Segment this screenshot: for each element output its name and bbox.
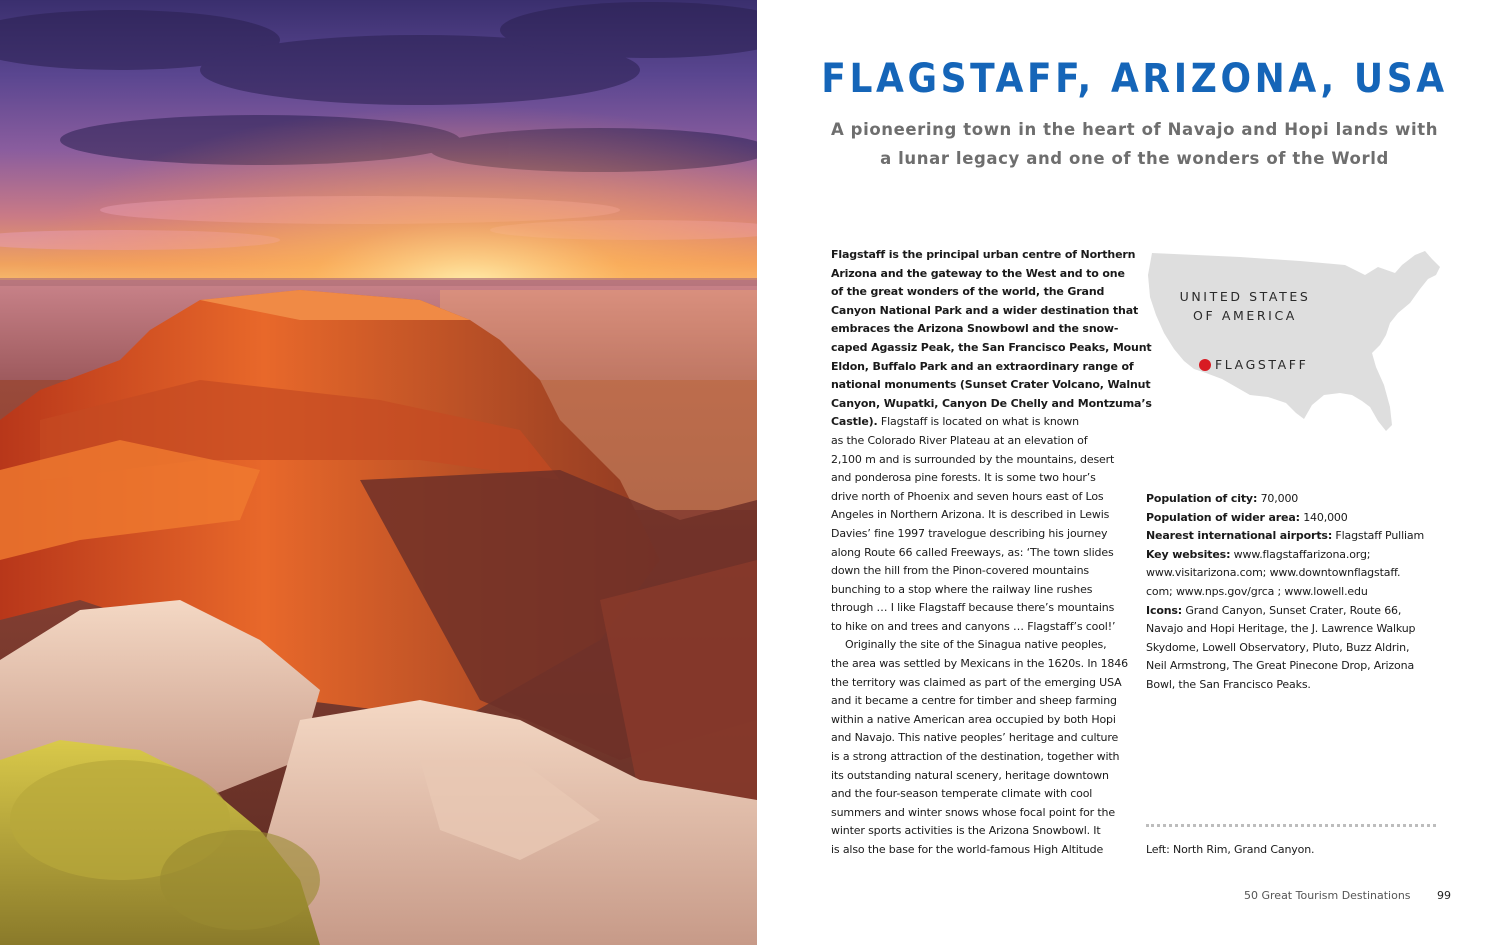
body-line: and Navajo. This native peoples’ heritage and culture: [831, 731, 1119, 745]
body-line: Canyon, Wupatki, Canyon De Chelly and Montzuma’s: [831, 396, 1152, 410]
body-line: summers and winter snows whose focal point for the: [831, 805, 1115, 819]
body-line: national monuments (Sunset Crater Volcano, Walnut: [831, 378, 1151, 392]
body-line-bold: Castle).: [831, 415, 878, 429]
page-number: 99: [1437, 889, 1451, 902]
body-line: along Route 66 called Freeways, as: ‘The town slides: [831, 545, 1114, 559]
fact-label: Icons:: [1146, 603, 1183, 617]
body-line: Davies’ fine 1997 travelogue describing his journey: [831, 526, 1108, 540]
page-subtitle: [757, 115, 1512, 173]
usa-map: [1140, 245, 1445, 435]
body-line: to hike on and trees and canyons … Flagstaff’s cool!’: [831, 619, 1116, 633]
fact-label: Key websites:: [1146, 547, 1231, 561]
body-line: and ponderosa pine forests. It is some two hour’s: [831, 471, 1096, 485]
map-country-label: [1155, 287, 1335, 325]
fact-value: www.flagstaffarizona.org;: [1230, 547, 1371, 561]
fact-value: 140,000: [1299, 510, 1348, 524]
body-line: winter sports activities is the Arizona Snowbowl. It: [831, 824, 1101, 838]
body-line: embraces the Arizona Snowbowl and the snow-: [831, 322, 1119, 336]
fact-value: Flagstaff Pulliam: [1332, 529, 1425, 543]
body-line: and the four-season temperate climate with cool: [831, 787, 1093, 801]
body-line: is also the base for the world-famous High Altitude: [831, 843, 1104, 856]
fact-icons-cont: Navajo and Hopi Heritage, the J. Lawrence Walkup: [1146, 622, 1416, 636]
subtitle-line: A pioneering town in the heart of Navajo and Hopi lands with: [830, 120, 1439, 139]
body-line: of the great wonders of the world, the Grand: [831, 285, 1105, 299]
body-line: the area was settled by Mexicans in the 1620s. In 1846: [831, 657, 1128, 671]
body-line: Flagstaff is the principal urban centre of Northern: [831, 248, 1136, 261]
body-line: the territory was claimed as part of the emerging USA: [831, 675, 1122, 689]
fact-websites-cont: com; www.nps.gov/grca ; www.lowell.edu: [1146, 584, 1368, 598]
body-line: [831, 413, 1131, 432]
body-line: bunching to a stop where the railway line rushes: [831, 582, 1093, 596]
fact-icons-cont: Bowl, the San Francisco Peaks.: [1146, 677, 1311, 691]
fact-label: Population of city:: [1146, 492, 1258, 505]
map-country-line: UNITED STATES: [1179, 289, 1311, 304]
fact-population-wider: [1146, 509, 1446, 528]
body-line: is a strong attraction of the destination, together with: [831, 750, 1120, 764]
fact-value: 70,000: [1257, 492, 1299, 505]
fact-value: Grand Canyon, Sunset Crater, Route 66,: [1182, 603, 1402, 617]
fact-icons: [1146, 602, 1446, 621]
body-line: within a native American area occupied by both Hopi: [831, 712, 1116, 726]
body-line: down the hill from the Pinon-covered mountains: [831, 564, 1089, 578]
body-line: Originally the site of the Sinagua native peoples,: [845, 638, 1107, 652]
photo-caption: Left: North Rim, Grand Canyon.: [1146, 843, 1315, 856]
fact-population-city: [1146, 490, 1446, 509]
body-line: through … I like Flagstaff because there’s mountains: [831, 601, 1115, 615]
footer-book-title: 50 Great Tourism Destinations: [1244, 889, 1411, 902]
body-line: drive north of Phoenix and seven hours east of Los: [831, 489, 1104, 503]
fact-label: Population of wider area:: [1146, 510, 1300, 524]
body-line: Canyon National Park and a wider destination that: [831, 303, 1139, 317]
body-line: Eldon, Buffalo Park and an extraordinary range of: [831, 359, 1134, 373]
fact-icons-cont: Neil Armstrong, The Great Pinecone Drop, Arizona: [1146, 659, 1415, 673]
fact-label: Nearest international airports:: [1146, 529, 1333, 543]
flagstaff-marker-icon: [1199, 359, 1211, 371]
body-line: its outstanding natural scenery, heritage downtown: [831, 768, 1109, 782]
facts-box: [1146, 490, 1446, 695]
body-text: [831, 246, 1152, 860]
body-line: as the Colorado River Plateau at an elevation of: [831, 433, 1088, 447]
map-country-line: OF AMERICA: [1193, 308, 1297, 323]
body-line-regular: Flagstaff is located on what is known: [877, 415, 1079, 429]
fact-websites-cont: www.visitarizona.com; www.downtownflagstaff.: [1146, 566, 1401, 580]
usa-silhouette: [1148, 251, 1440, 431]
body-line: caped Agassiz Peak, the San Francisco Peaks, Mount: [831, 340, 1152, 354]
map-city-label: FLAGSTAFF: [1215, 357, 1309, 372]
fact-icons-cont: Skydome, Lowell Observatory, Pluto, Buzz Aldrin,: [1146, 640, 1410, 654]
fact-airports: [1146, 527, 1446, 546]
body-line: Arizona and the gateway to the West and to one: [831, 266, 1125, 280]
page-title: FLAGSTAFF, ARIZONA, USA: [821, 56, 1448, 102]
subtitle-line: a lunar legacy and one of the wonders of the World: [880, 149, 1389, 168]
body-line: 2,100 m and is surrounded by the mountains, desert: [831, 452, 1115, 466]
body-line: and it became a centre for timber and sheep farming: [831, 694, 1117, 708]
body-line: Angeles in Northern Arizona. It is described in Lewis: [831, 508, 1110, 522]
fact-websites: [1146, 546, 1446, 565]
dotted-divider: [1146, 824, 1436, 827]
